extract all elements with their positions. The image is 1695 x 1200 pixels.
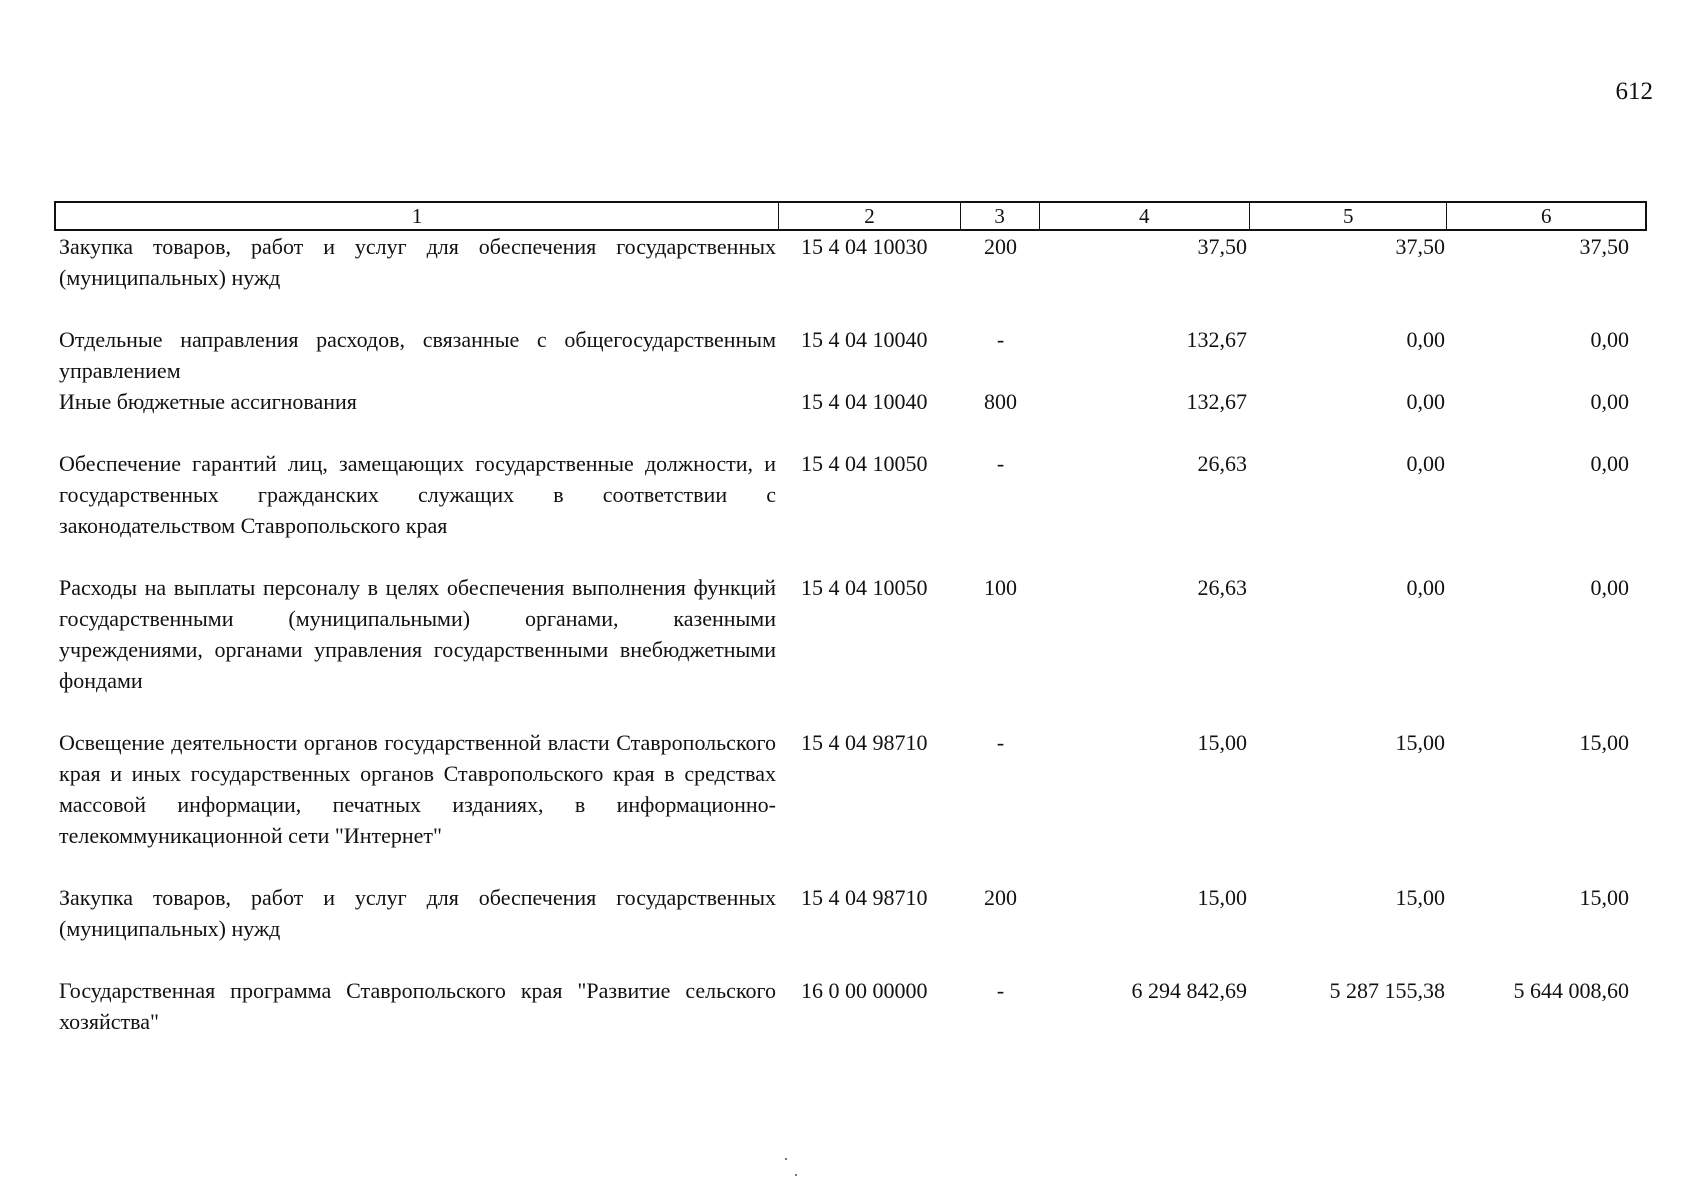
- table-row: [54, 231, 1647, 293]
- row-value-3: 15,00: [1579, 885, 1629, 910]
- row-value-1: 15,00: [1197, 885, 1247, 910]
- page-number: 612: [1615, 78, 1653, 105]
- row-value-1: 15,00: [1197, 730, 1247, 755]
- header-col-1: 1: [56, 203, 779, 229]
- header-col-6: 6: [1540, 204, 1552, 228]
- row-description: Государственная программа Ставропольского края "Развитие сельского хозяйства": [59, 978, 776, 1034]
- row-value-3: 0,00: [1590, 389, 1629, 414]
- row-value-2: 0,00: [1406, 327, 1445, 352]
- row-type: 200: [984, 234, 1017, 259]
- row-value-2: 15,00: [1395, 730, 1445, 755]
- row-value-3: 5 644 008,60: [1513, 978, 1629, 1003]
- row-code: 15 4 04 10040: [801, 327, 928, 352]
- row-value-1: 132,67: [1186, 327, 1247, 352]
- header-col-2: 2: [779, 203, 961, 229]
- row-description: Освещение деятельности органов государственной власти Ставропольского края и иных государственных органов Ставропольского края в средствах массовой информации, печатных изданиях, в информационно-телекоммуникационной сети "Интернет": [59, 730, 776, 848]
- row-value-1: 26,63: [1197, 451, 1247, 476]
- row-value-2: 5 287 155,38: [1329, 978, 1445, 1003]
- row-code: 15 4 04 98710: [801, 885, 928, 910]
- row-type: -: [996, 451, 1005, 476]
- row-value-1: 37,50: [1197, 234, 1247, 259]
- row-type: 800: [984, 389, 1017, 414]
- table-row: [54, 882, 1647, 944]
- table-body: [54, 231, 1647, 1037]
- row-description: Закупка товаров, работ и услуг для обеспечения государственных (муниципальных) нужд: [59, 885, 776, 941]
- table-row: [54, 727, 1647, 851]
- row-type: -: [996, 730, 1005, 755]
- row-code: 16 0 00 00000: [801, 978, 928, 1003]
- row-value-3: 0,00: [1590, 451, 1629, 476]
- table-row: [54, 572, 1647, 696]
- row-code: 15 4 04 10050: [801, 451, 928, 476]
- row-value-1: 132,67: [1186, 389, 1247, 414]
- row-value-2: 0,00: [1406, 451, 1445, 476]
- row-value-2: 0,00: [1406, 389, 1445, 414]
- row-type: -: [996, 327, 1005, 352]
- row-description: Расходы на выплаты персоналу в целях обеспечения выполнения функций государственными (муниципальными) органами, казенными учреждениями, органами управления государственными внебюджетными фондами: [59, 575, 776, 693]
- header-col-3: 3: [961, 203, 1040, 229]
- row-type: -: [996, 978, 1005, 1003]
- table-header: [54, 201, 1647, 231]
- row-value-3: 15,00: [1579, 730, 1629, 755]
- row-code: 15 4 04 10050: [801, 575, 928, 600]
- row-value-3: 0,00: [1590, 575, 1629, 600]
- row-description: Обеспечение гарантий лиц, замещающих государственные должности, и государственных гражданских служащих в соответствии с законодательством Ставропольского края: [59, 451, 776, 538]
- table-row: [54, 975, 1647, 1037]
- row-description: Отдельные направления расходов, связанные с общегосударственным управлением: [59, 327, 776, 383]
- row-value-3: 37,50: [1579, 234, 1629, 259]
- row-code: 15 4 04 10030: [801, 234, 928, 259]
- row-value-1: 26,63: [1197, 575, 1247, 600]
- row-value-3: 0,00: [1590, 327, 1629, 352]
- row-code: 15 4 04 98710: [801, 730, 928, 755]
- row-description: Закупка товаров, работ и услуг для обеспечения государственных (муниципальных) нужд: [59, 234, 776, 290]
- header-col-4: 4: [1040, 203, 1250, 229]
- scan-speck: [795, 1174, 797, 1176]
- scan-speck: [785, 1158, 787, 1160]
- row-description: Иные бюджетные ассигнования: [59, 389, 357, 414]
- table-row: [54, 324, 1647, 386]
- row-value-2: 37,50: [1395, 234, 1445, 259]
- table-row: [54, 448, 1647, 541]
- row-type: 100: [984, 575, 1017, 600]
- row-value-1: 6 294 842,69: [1131, 978, 1247, 1003]
- row-code: 15 4 04 10040: [801, 389, 928, 414]
- row-value-2: 0,00: [1406, 575, 1445, 600]
- table-row: [54, 386, 1647, 417]
- header-col-5: 5: [1250, 203, 1448, 229]
- row-type: 200: [984, 885, 1017, 910]
- row-value-2: 15,00: [1395, 885, 1445, 910]
